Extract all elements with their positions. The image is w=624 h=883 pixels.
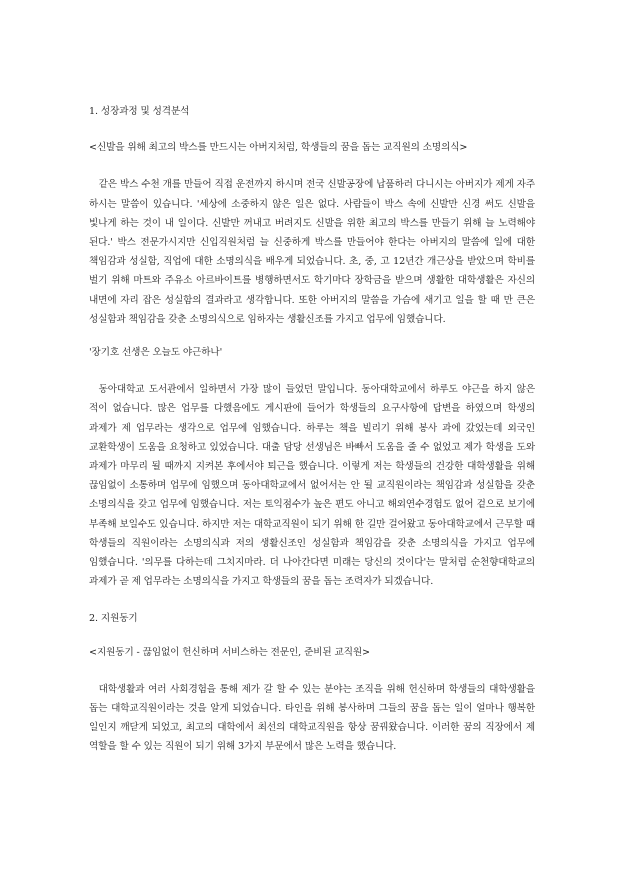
section-2-subtitle: <지원동기 - 끊임없이 헌신하며 서비스하는 전문인, 준비된 교직원> <box>89 646 370 658</box>
section-1-heading: 1. 성장과정 및 성격분석 <box>89 106 190 117</box>
section-2-paragraph-1: 대학생활과 여러 사회경험을 통해 제가 갈 할 수 있는 분야는 조직을 위해 헌신하며 학생들의 대학생활을 돕는 대학교직원이라는 것을 알게 되었습니다. 타인을 위해 봉사하며 그들의 꿈을 돕는 일이 얼마나 행복한 일인지 깨닫게 되었고, 최고의 대학에서 최선의 대학교직원을 항상 꿈꿔왔습니다. 이러한 꿈의 직장에서 제 역할을 할 수 있는 직원이 되기 위해 3가지 부문에서 많은 노력을 했습니다. <box>89 683 535 753</box>
section-2-heading: 2. 지원동기 <box>89 613 138 625</box>
section-1-paragraph-1: 같은 박스 수천 개를 만들어 직접 운전까지 하시며 전국 신발공장에 납품하러 다니시는 아버지가 제게 자주 하시는 말씀이 있습니다. '세상에 소중하지 않은 일은 없다. 사람들이 박스 속에 신발만 신경 써도 신발을 빛나게 하는 것이 내 일이다. 신발만 꺼내고 버려지도 신발을 위한 최고의 박스를 만들기 위해 늘 노력해야 된다.' 박스 전문가시지만 신입직원처럼 늘 신중하게 박스를 만들어야 한다는 아버지의 말씀에 일에 대한 책임감과 성실함, 직업에 대한 소명의식을 배우게 되었습니다. 초, 중, 고 12년간 개근상을 받았으며 학비를 벌기 위해 마트와 주유소 아르바이트를 병행하면서도 학기마다 장학금을 받으며 생활한 대학생활은 자신의 내면에 자리 잡은 성실함의 결과라고 생각합니다. 또한 아버지의 말씀을 가슴에 새기고 일을 할 때 만 큰은 성실함과 책임감을 갖춘 소명의식으로 임하자는 생활신조를 가지고 업무에 임했습니다. <box>89 179 535 325</box>
section-1-subtitle: <신발을 위해 최고의 박스를 만드시는 아버지처럼, 학생들의 꿈을 돕는 교직원의 소명의식> <box>89 142 468 154</box>
section-1-quote: '장기호 선생은 오늘도 야근하나' <box>89 347 223 359</box>
section-1-paragraph-2: 동아대학교 도서관에서 일하면서 가장 많이 들었던 말입니다. 동아대학교에서 하루도 야근을 하지 않은 적이 없습니다. 많은 업무를 다했음에도 게시판에 들어가 학생들의 요구사항에 답변을 하였으며 학생의 과제가 제 업무라는 생각으로 업무에 임했습니다. 하루는 책을 빌리기 위해 봉사 과에 갔었는데 외국인 교환학생이 도움을 요청하고 있었습니다. 대출 담당 선생님은 바빠서 도움을 줄 수 없었고 제가 학생을 도와 과제가 마무리 될 때까지 지켜본 후에서야 퇴근을 했습니다. 이렇게 저는 학생들의 건강한 대학생활을 위해 끊임없이 소통하며 업무에 임했으며 동아대학교에서 없어서는 안 될 교직원이라는 책임감과 성실함을 갖춘 소명의식을 갖고 업무에 임했습니다. 저는 토익점수가 높은 편도 아니고 해외연수경험도 없어 겉으로 보기에 부족해 보일수도 있습니다. 하지만 저는 대학교직원이 되기 위해 한 길만 걸어왔고 동아대학교에서 근무할 때 학생들의 직원이라는 소명의식과 저의 생활신조인 성실함과 책임감을 갖춘 소명의식을 가지고 업무에 임했습니다. '의무를 다하는데 그치지마라. 더 나아간다면 미래는 당신의 것이다'는 말처럼 순천향대학교의 과제가 곧 제 업무라는 소명의식을 가지고 학생들의 꿈을 돕는 조력자가 되겠습니다. <box>89 384 535 588</box>
document-body <box>89 102 535 757</box>
